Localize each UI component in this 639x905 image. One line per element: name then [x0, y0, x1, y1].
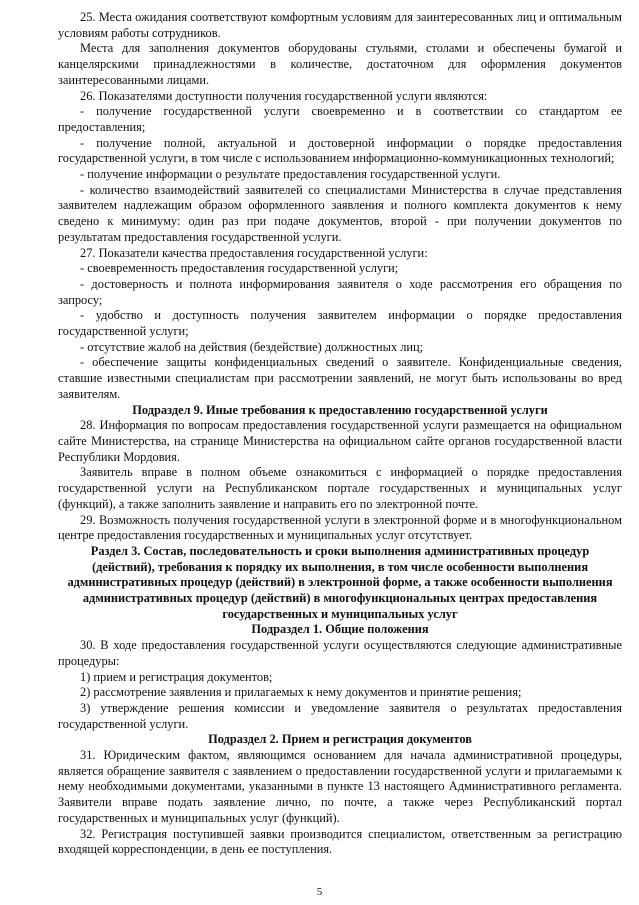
paragraph: 1) прием и регистрация документов; — [80, 669, 273, 684]
paragraph: 29. Возможность получения государственной услуги в электронной форме и в многофункциональном центре предоставления государственных и муниципальных услуг отсутствует. — [58, 512, 622, 543]
paragraph: - получение информации о результате предоставления государственной услуги. — [80, 167, 501, 182]
paragraph: 30. В ходе предоставления государственной услуги осуществляются следующие административные процедуры: — [58, 638, 622, 668]
paragraph: - своевременность предоставления государственной услуги; — [80, 261, 399, 276]
paragraph: - получение полной, актуальной и достоверной информации о порядке предоставления государственной услуги, в том числе с использованием информационно-коммуникационных технологий; — [58, 135, 622, 166]
paragraph: 31. Юридическим фактом, являющимся основанием для начала административной процедуры, является обращение заявителя с заявлением о предоставлении государственной услуги и прилагаемыми к нему необходимыми документами, указанными в пункте 13 настоящего Административного регламента. Заявители вправе подать заявление лично, по почте, а также через Республиканский портал государственных и муниципальных услуг (функций). — [58, 748, 622, 825]
paragraph: 27. Показатели качества предоставления государственной услуги: — [80, 245, 428, 260]
section-heading: Раздел 3. Состав, последовательность и сроки выполнения административных процедур (действий), требования к порядку их выполнения, в том числе особенности выполнения административных процедур (действий) в электронной форме, а также особенности выполнения административных процедур (действий) в многофункциональных центрах предоставления государственных и муниципальных услуг — [67, 543, 613, 621]
paragraph: - отсутствие жалоб на действия (бездействие) должностных лиц; — [80, 339, 424, 354]
section-heading: Подраздел 9. Иные требования к предоставлению государственной услуги — [132, 402, 548, 417]
paragraph: Заявитель вправе в полном объеме ознакомиться с информацией о порядке предоставления государственной услуги на Республиканском портале государственных и муниципальных услуг (функций), а также заполнить заявление и направить его по электронной почте. — [58, 465, 622, 511]
document-body — [58, 10, 622, 858]
section-heading: Подраздел 2. Прием и регистрация документов — [208, 732, 472, 747]
paragraph: 32. Регистрация поступившей заявки производится специалистом, ответственным за регистрацию входящей корреспонденции, в день ее поступления. — [58, 826, 622, 857]
paragraph: - достоверность и полнота информирования заявителя о ходе рассмотрения его обращения по запросу; — [58, 276, 622, 307]
paragraph: 2) рассмотрение заявления и прилагаемых к нему документов и принятие решения; — [80, 685, 522, 700]
paragraph: 25. Места ожидания соответствуют комфортным условиям для заинтересованных лиц и оптимальным условиям работы сотрудников. — [58, 10, 622, 40]
paragraph: - количество взаимодействий заявителей со специалистами Министерства в случае представления заявителем надлежащим образом оформленного заявления и полного комплекта документов к нему сведено к минимуму: один раз при подаче документов, второй - при получении документов по результатам предоставления государственной услуги. — [58, 182, 622, 244]
paragraph: - обеспечение защиты конфиденциальных сведений о заявителе. Конфиденциальные сведения, ставшие известными специалистам при рассмотрении заявлений, не могут быть использованы во вред заявителям. — [58, 355, 622, 401]
page-number: 5 — [316, 886, 323, 898]
section-heading: Подраздел 1. Общие положения — [251, 622, 429, 637]
paragraph: 3) утверждение решения комиссии и уведомление заявителя о результатах предоставления государственной услуги. — [58, 700, 622, 731]
paragraph: - удобство и доступность получения заявителем информации о порядке предоставления государственной услуги; — [58, 308, 622, 339]
paragraph: - получение государственной услуги своевременно и в соответствии со стандартом ее предоставления; — [58, 104, 622, 134]
paragraph: 28. Информация по вопросам предоставления государственной услуги размещается на официальном сайте Министерства, на странице Министерства на официальном сайте органов государственной власти Республики Мордовия. — [58, 418, 622, 464]
paragraph: 26. Показателями доступности получения государственной услуги являются: — [80, 88, 488, 103]
paragraph: Места для заполнения документов оборудованы стульями, столами и обеспечены бумагой и канцелярскими принадлежностями в количестве, достаточном для оформления документов заинтересованными лицами. — [58, 41, 622, 87]
